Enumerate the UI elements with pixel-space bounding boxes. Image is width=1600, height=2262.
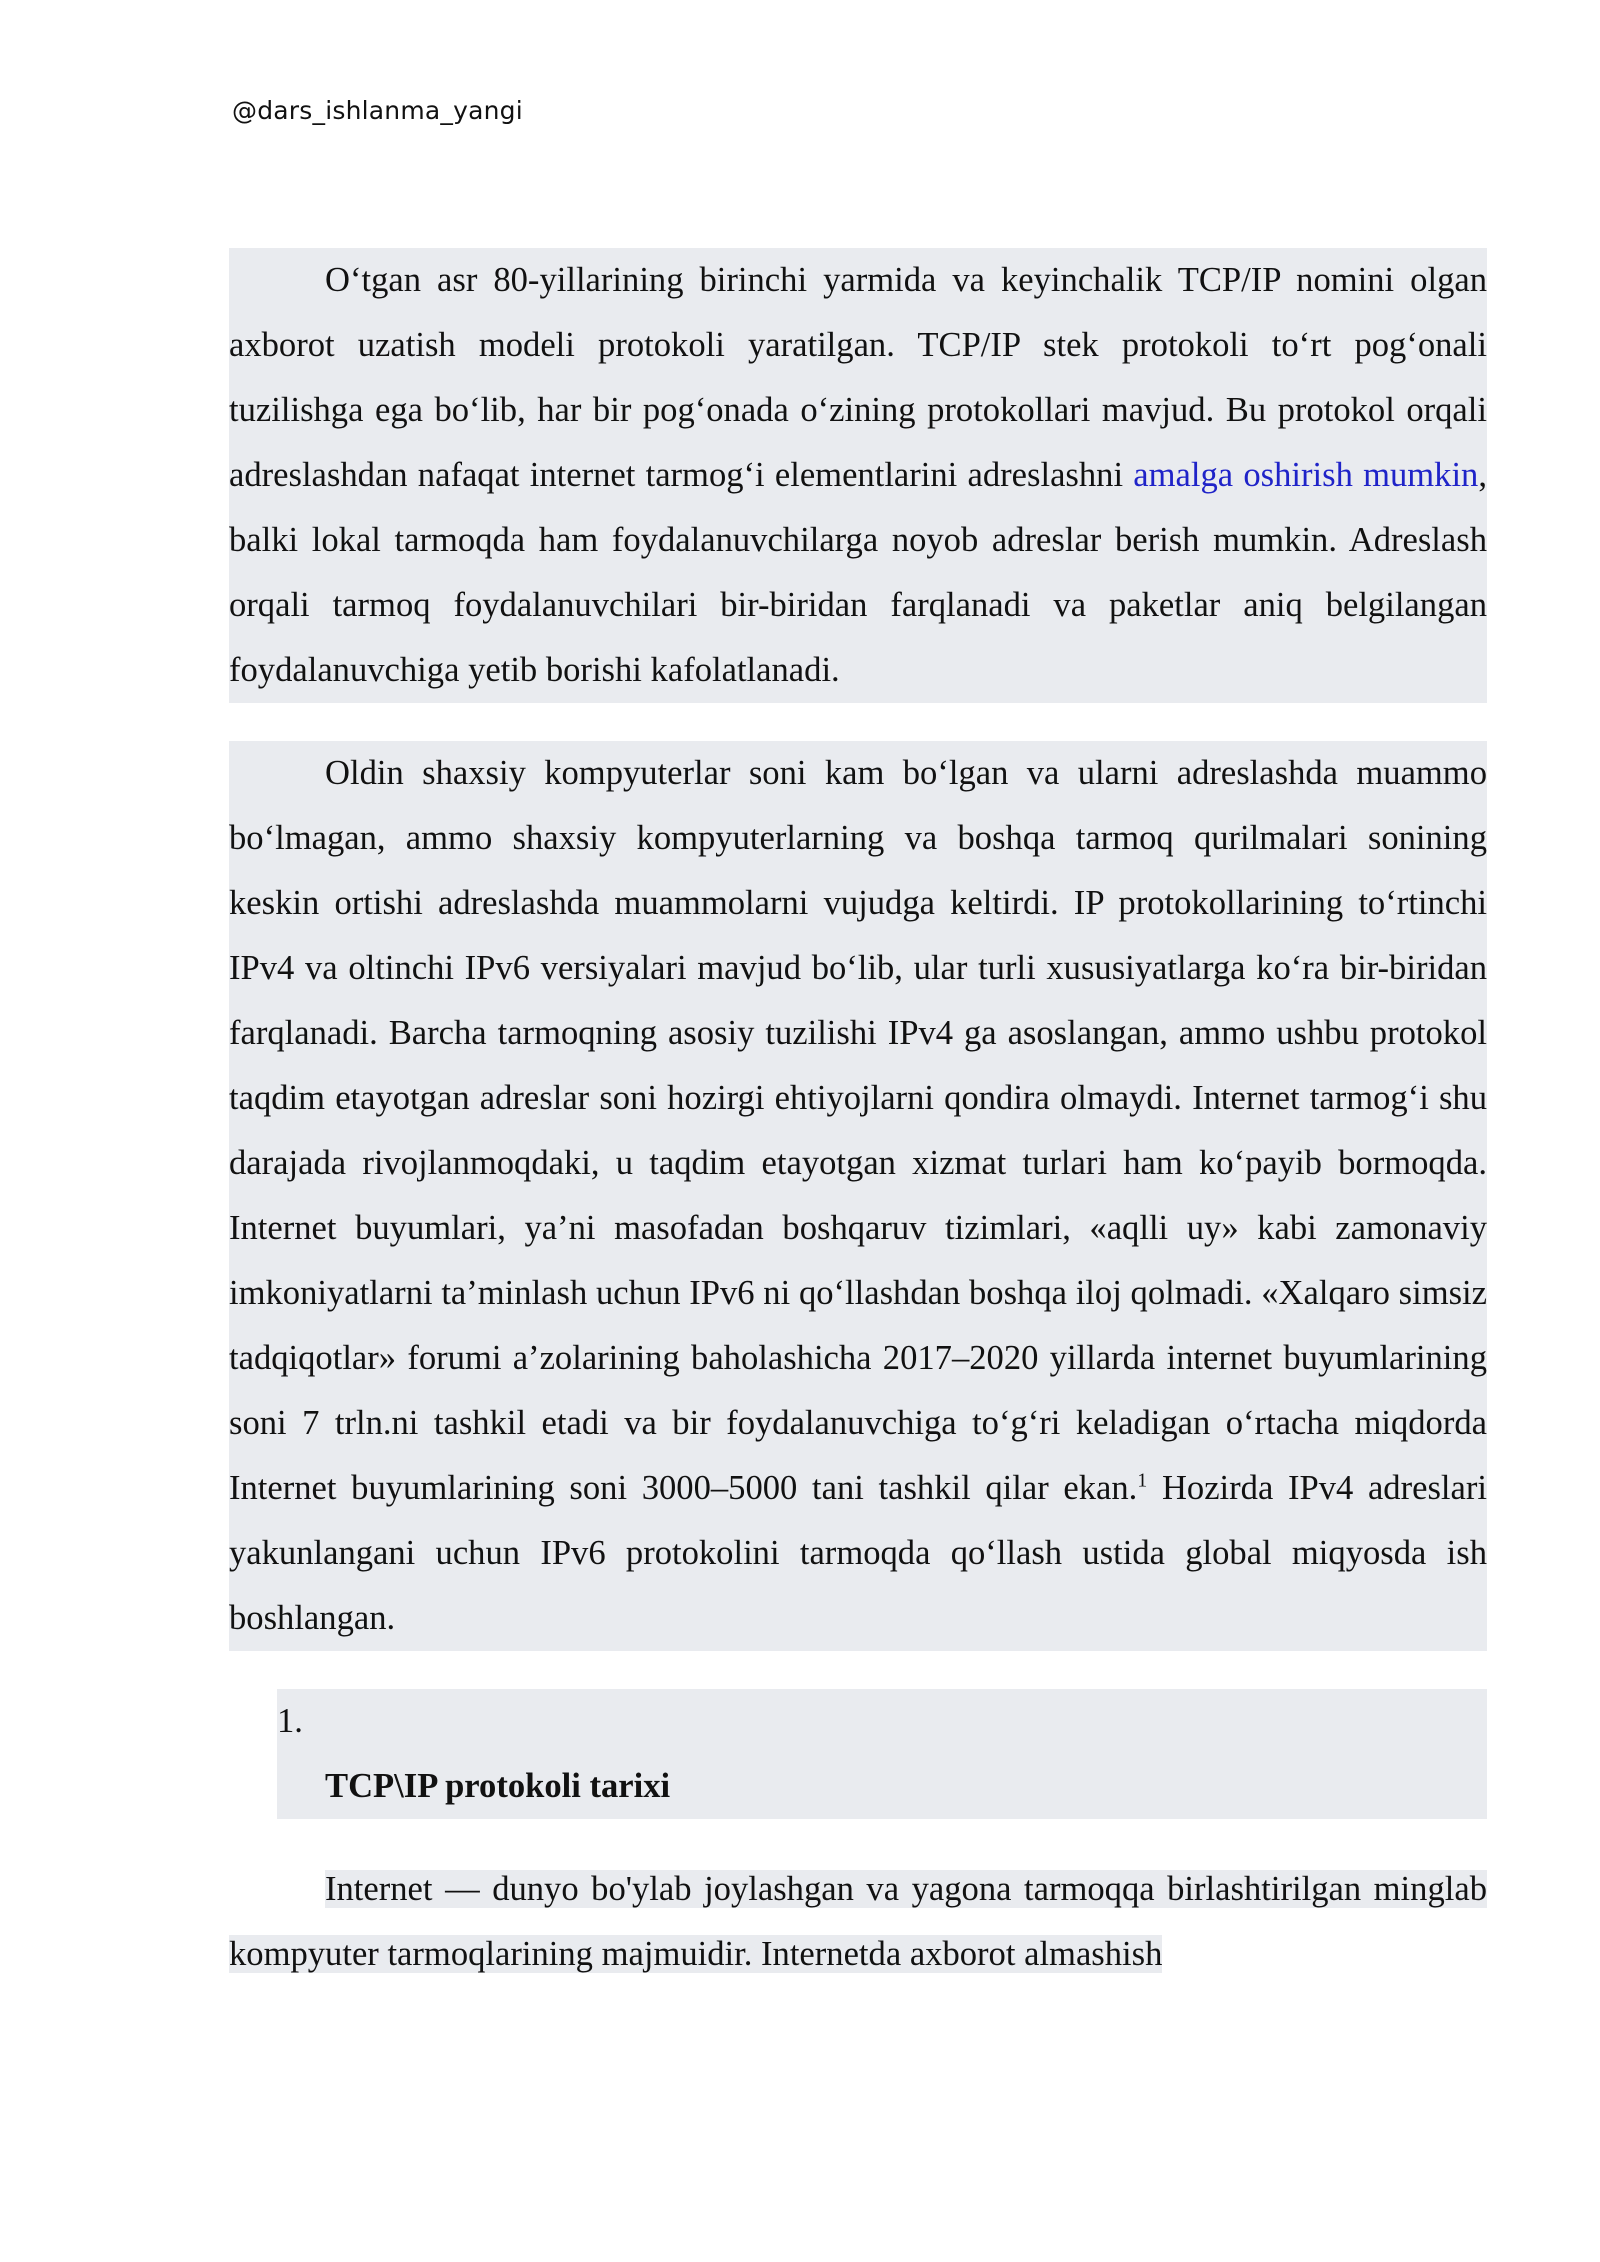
paragraph-tcpip-intro [229, 248, 1487, 703]
footnote-reference[interactable]: 1 [1137, 1469, 1148, 1492]
paragraph-text: O‘tgan asr 80-yillarining birinchi yarmida va keyinchalik TCP/IP nomini olgan axborot uzatish modeli protokoli yaratilgan. TCP/IP stek protokoli to‘rt pog‘onali tuzilishga ega bo‘lib, har bir pog‘onada o‘zining protokollari mavjud. Bu protokol orqali adreslashdan nafaqat internet tarmog‘i elementlarini adreslashni [229, 261, 1487, 494]
paragraph-text: Oldin shaxsiy kompyuterlar soni kam bo‘lgan va ularni adreslashda muammo bo‘lmagan, ammo shaxsiy kompyuterlarning va boshqa tarmoq qurilmalari sonining keskin ortishi adreslashda muammolarni vujudga keltirdi. IP protokollarining to‘rtinchi IPv4 va oltinchi IPv6 versiyalari mavjud bo‘lib, ular turli xususiyatlarga ko‘ra bir-biridan farqlanadi. Barcha tarmoqning asosiy tuzilishi IPv4 ga asoslangan, ammo ushbu protokol taqdim etayotgan adreslar soni hozirgi ehtiyojlarni qondira olmaydi. Internet tarmog‘i shu darajada rivojlanmoqdaki, u taqdim etayotgan xizmat turlari ham ko‘payib bormoqda. Internet buyumlari, ya’ni masofadan boshqaruv tizimlari, «aqlli uy» kabi zamonaviy imkoniyatlarni ta’minlash uchun IPv6 ni qo‘llashdan boshqa iloj qolmadi. «Xalqaro simsiz tadqiqotlar» forumi a’zolarining baholashicha 2017–2020 yillarda internet buyumlarining soni 7 trln.ni tashkil etadi va bir foydalanuvchiga to‘g‘ri keladigan o‘rtacha miqdorda Internet buyumlarining soni 3000–5000 tani tashkil qilar ekan. [229, 754, 1487, 1507]
paragraph-text: , balki lokal tarmoqda ham foydalanuvchilarga noyob adreslar berish mumkin. Adreslash orqali tarmoq foydalanuvchilari bir-biridan farqlanadi va paketlar aniq belgilangan foydalanuvchiga yetib borishi kafolatlanadi. [229, 456, 1488, 689]
section-heading [277, 1689, 1487, 1819]
paragraph-ipv4-ipv6 [229, 741, 1487, 1651]
paragraph-text: Hozirda IPv4 adreslari yakunlangani uchun IPv6 protokolini tarmoqda qo‘llash ustida global miqyosda ish boshlangan. [229, 1469, 1487, 1637]
paragraph-internet-definition [229, 1857, 1487, 1987]
paragraph-text: Internet — dunyo bo'ylab joylashgan va yagona tarmoqqa birlashtirilgan minglab kompyuter tarmoqlarining majmuidir. Internetda axborot almashish [229, 1870, 1487, 1973]
section-title: TCP\IP protokoli tarixi [325, 1767, 671, 1805]
section-number: 1. [277, 1702, 303, 1740]
page-header-handle: @dars_ishlanma_yangi [232, 96, 523, 125]
document-body [229, 248, 1487, 1987]
highlighted-link-text[interactable]: amalga oshirish mumkin [1133, 456, 1479, 494]
